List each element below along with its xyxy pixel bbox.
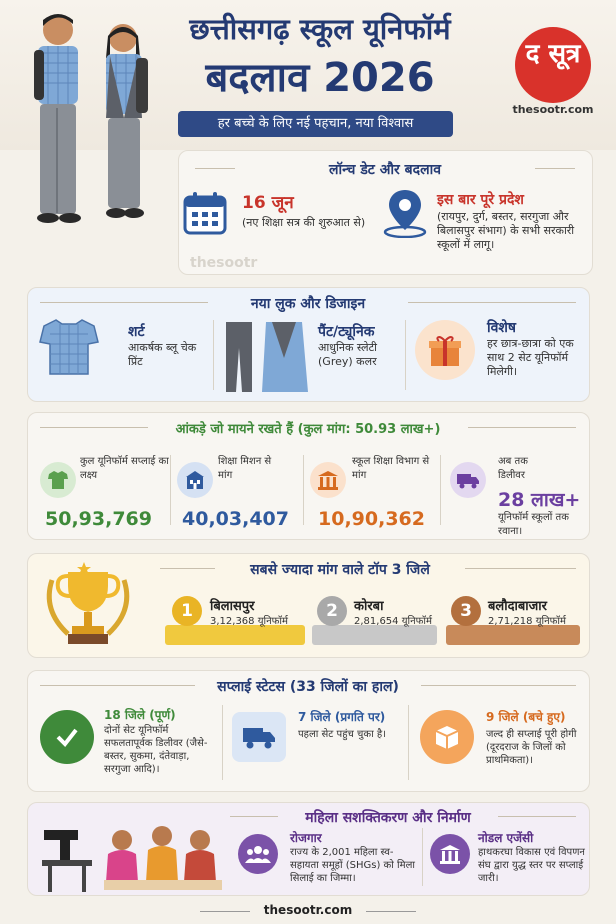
pant-tunic-icon: [222, 318, 312, 394]
supply-progress-title: 7 जिले (प्रगति पर): [298, 710, 386, 724]
delivery-truck-icon: [232, 712, 286, 762]
supply-divider-2: [408, 705, 409, 780]
supply-done-desc: दोनों सेट यूनिफॉर्म सफलतापूर्वक डिलीवर (जैसे- बस्तर, सुकमा, दंतेवाड़ा, सरगुजा आदि)।: [104, 725, 208, 775]
supply-pending-desc: जल्द ही सप्लाई पूरी होगी (दूरदराज के जिलों को प्राथमिकता)।: [486, 729, 577, 766]
truck-icon: [450, 462, 486, 498]
rank1-count: 3,12,368 यूनिफॉर्म: [210, 616, 288, 627]
stat-total-label: कुल यूनिफॉर्म सप्लाई का लक्ष्य: [80, 456, 169, 481]
supply-done-title: 18 जिले (पूर्ण): [104, 708, 176, 722]
stat-dept-label: स्कूल शिक्षा विभाग से मांग: [352, 456, 430, 481]
shirt-icon: [38, 316, 100, 376]
women-title: महिला सशक्तिकरण और निर्माण: [278, 808, 498, 827]
women-agency-desc: हाथकरघा विकास एवं विपणन संघ द्वारा युद्ध स्तर पर सप्लाई जारी।: [478, 847, 585, 884]
stats-divider-1: [170, 455, 171, 525]
launch-date: 16 जून: [242, 193, 294, 213]
launch-date-note: (नए शिक्षा सत्र की शुरुआत से): [242, 216, 366, 229]
logo-text: द सूत्र: [525, 39, 581, 69]
stat-delivered-note: यूनिफॉर्म स्कूलों तक रवाना।: [498, 512, 569, 537]
stats-title: आंकड़े जो मायने रखते हैं (कुल मांग: 50.93 लाख+): [148, 419, 468, 437]
building-icon: [310, 462, 346, 498]
shirt-stat-icon: [40, 462, 76, 498]
pant-desc: आधुनिक स्लेटी (Grey) कलर: [318, 341, 378, 368]
women-job-title: रोजगार: [290, 831, 322, 845]
package-icon: [420, 710, 474, 764]
footer-url[interactable]: thesootr.com: [263, 903, 353, 917]
stats-divider-2: [303, 455, 304, 525]
school-icon: [177, 462, 213, 498]
rank3-count: 2,71,218 यूनिफॉर्म: [488, 616, 566, 627]
shirt-desc: आकर्षक ब्लू चेक प्रिंट: [128, 341, 197, 368]
rank3-medal: 3: [451, 596, 481, 626]
footer-rule-right: [366, 911, 416, 912]
students-illustration: [18, 8, 168, 248]
supply-divider-1: [222, 705, 223, 780]
launch-watermark: thesootr: [190, 255, 258, 271]
title-line-1: छत्तीसगढ़ स्कूल यूनिफॉर्म: [189, 12, 451, 46]
pant-title: पैंट/ट्यूनिक: [318, 324, 375, 340]
stat-mission-value: 40,03,407: [182, 508, 289, 530]
stat-mission-label: शिक्षा मिशन से मांग: [218, 456, 272, 481]
supply-progress-desc: पहला सेट पहुंच चुका है।: [298, 729, 386, 740]
design-divider-2: [405, 320, 406, 390]
special-title: विशेष: [487, 320, 517, 336]
women-job-desc: राज्य के 2,001 महिला स्व-सहायता समूहों (SHGs) को मिला सिलाई का जिम्मा।: [290, 847, 415, 884]
shirt-title: शर्ट: [128, 324, 145, 340]
subtitle-banner: हर बच्चे के लिए नई पहचान, नया विश्वास: [178, 111, 453, 137]
women-divider: [422, 828, 423, 886]
calendar-icon: [180, 188, 230, 238]
supply-title: सप्लाई स्टेटस (33 जिलों का हाल): [195, 677, 421, 696]
rank1-name: बिलासपुर: [210, 599, 255, 614]
top3-title: सबसे ज्यादा मांग वाले टॉप 3 जिले: [215, 560, 465, 579]
logo-url[interactable]: thesootr.com: [512, 103, 594, 116]
special-desc: हर छात्र-छात्रा को एक साथ 2 सेट यूनिफॉर्म मिलेगी।: [487, 337, 574, 378]
rank3-name: बलौदाबाजार: [488, 599, 547, 614]
region-note: (रायपुर, दुर्ग, बस्तर, सरगुजा और बिलासपुर संभाग) के सभी सरकारी स्कूलों में लागू।: [437, 210, 575, 251]
location-pin-icon: [382, 186, 428, 238]
rank1-medal: 1: [172, 596, 202, 626]
women-agency-title: नोडल एजेंसी: [478, 831, 534, 845]
agency-building-icon: [430, 834, 470, 874]
rank2-medal: 2: [317, 596, 347, 626]
group-icon: [238, 834, 278, 874]
sewing-women-illustration: [34, 810, 230, 894]
stat-dept-value: 10,90,362: [318, 508, 425, 530]
region-title: इस बार पूरे प्रदेश: [437, 192, 524, 208]
gift-icon: [415, 320, 475, 380]
supply-pending-title: 9 जिले (बचे हुए): [486, 710, 566, 724]
stat-total-value: 50,93,769: [45, 508, 152, 530]
design-title: नया लुक और डिजाइन: [208, 294, 408, 313]
design-divider-1: [213, 320, 214, 390]
rank2-name: कोरबा: [354, 599, 384, 614]
rank2-count: 2,81,654 यूनिफॉर्म: [354, 616, 432, 627]
footer-rule-left: [200, 911, 250, 912]
checkmark-icon: [40, 710, 94, 764]
title-line-2: बदलाव 2026: [205, 55, 435, 101]
trophy-icon: [38, 560, 138, 652]
launch-title: लॉन्च डेट और बदलाव: [235, 160, 535, 179]
stat-delivered-value: 28 लाख+: [498, 489, 581, 511]
stats-divider-3: [440, 455, 441, 525]
stat-delivered-label: अब तक डिलीवर: [498, 456, 528, 481]
